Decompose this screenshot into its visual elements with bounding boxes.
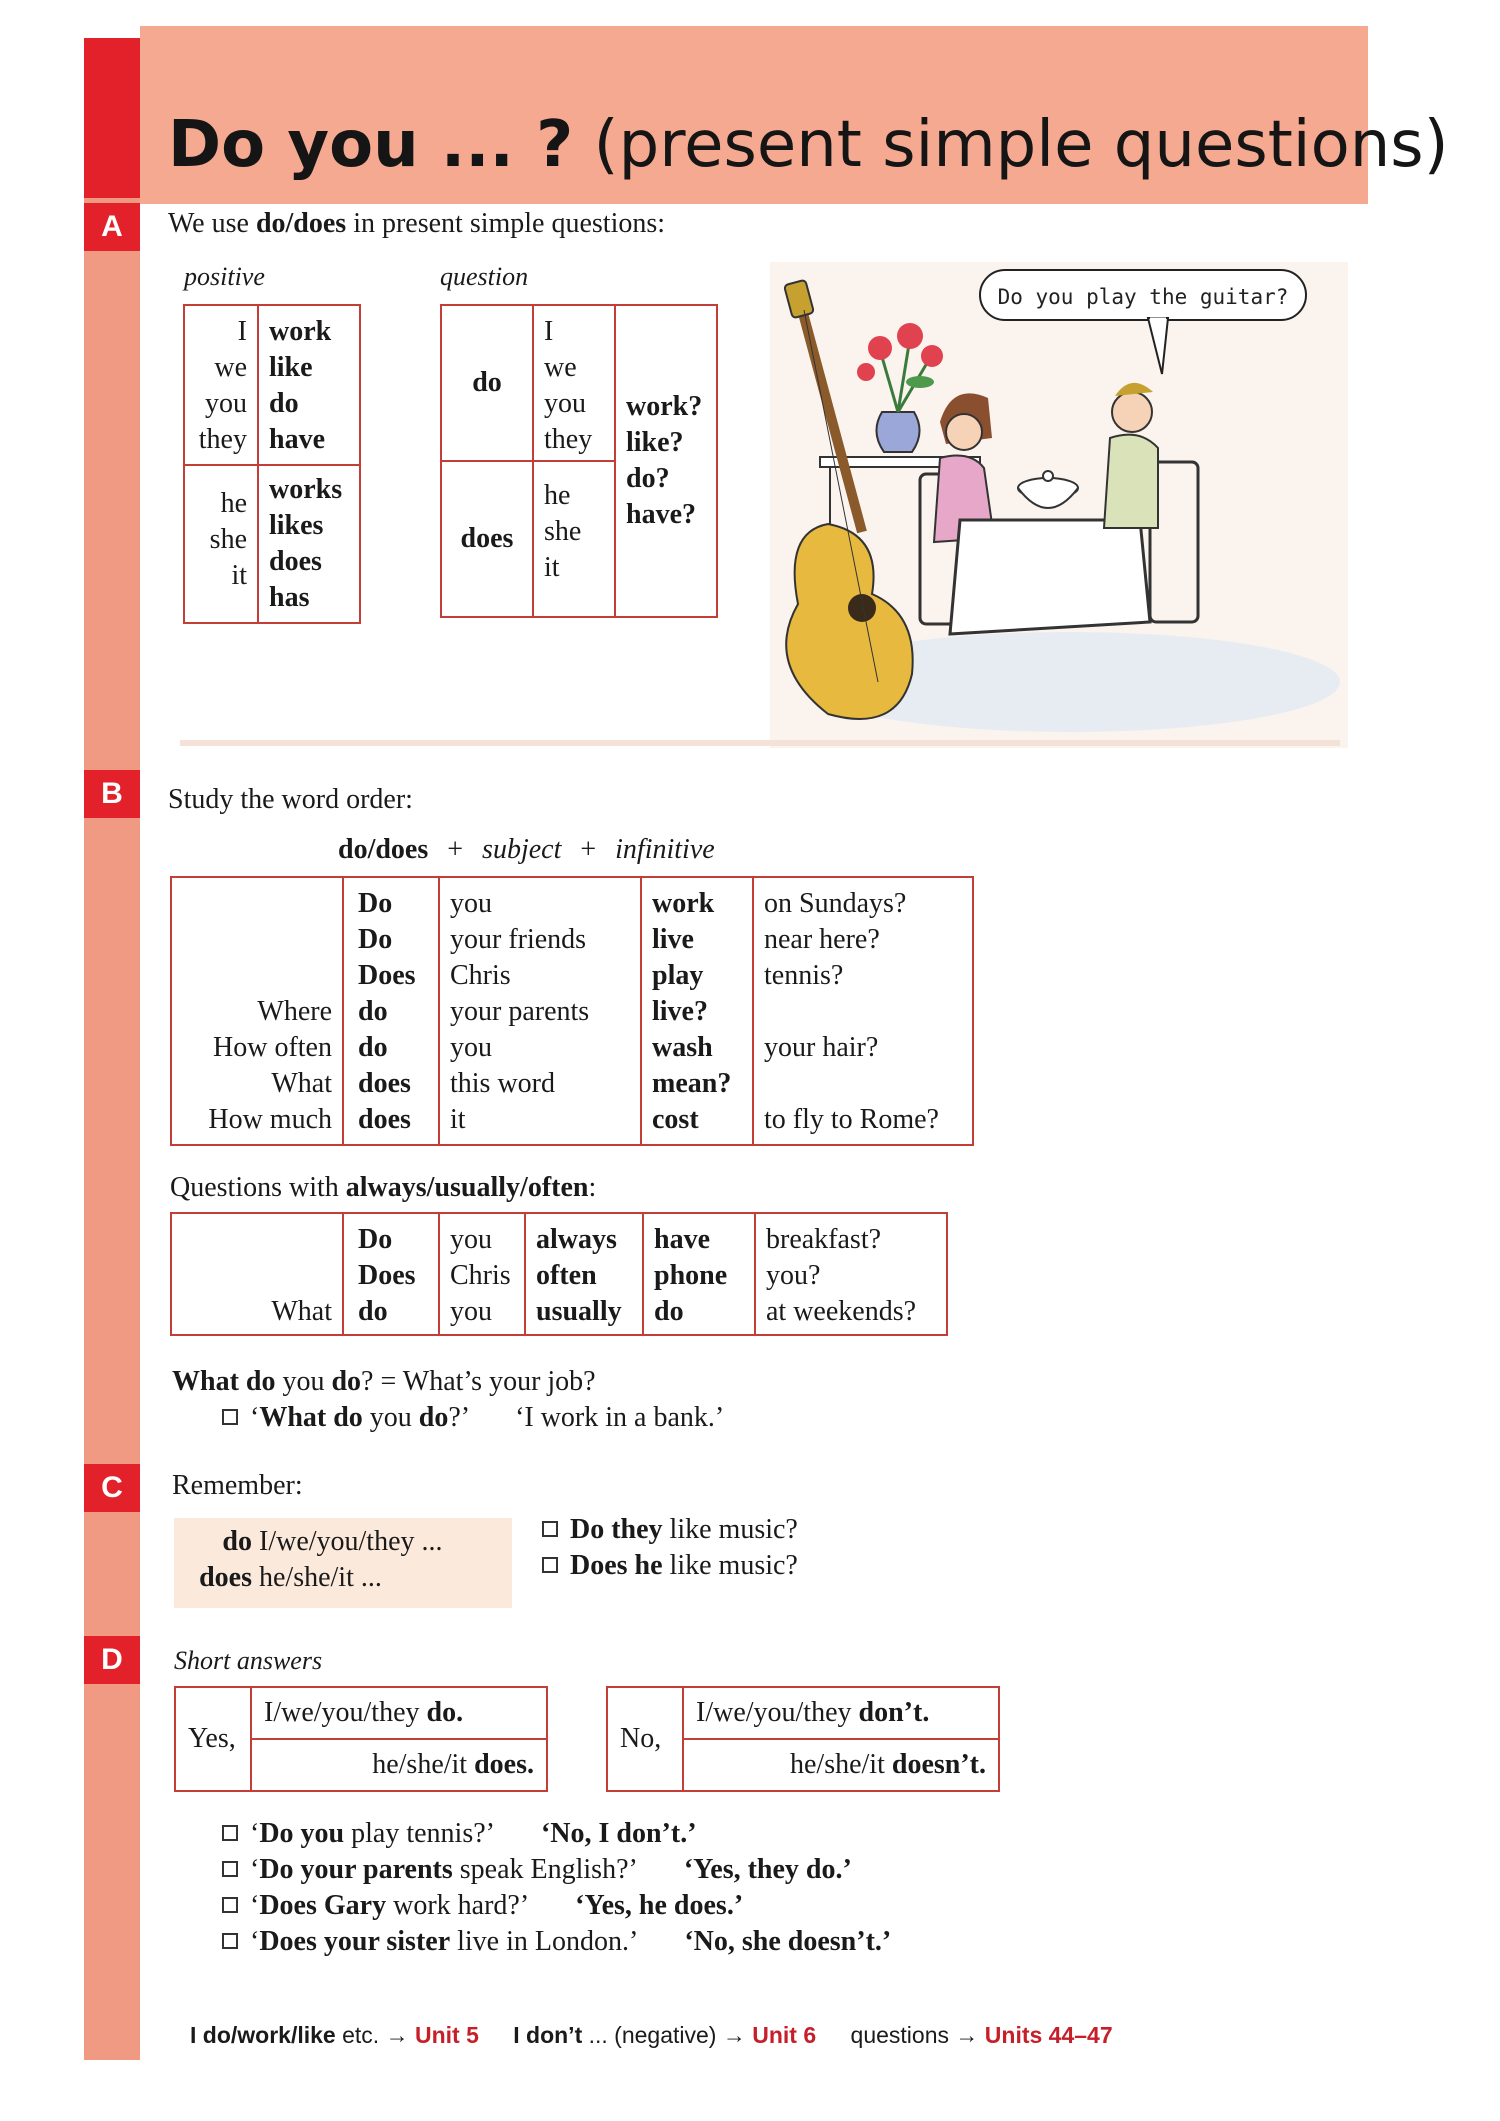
section-b-label: B: [84, 770, 140, 818]
unit-tab: [84, 38, 140, 198]
word-order-table: Where How often What How much Do Do Does do do does does you your friends Chris your parents you this word it work live play live? wash mean? cost on Sundays? near here? tennis? your hair? to fly to Rome?: [170, 876, 974, 1146]
section-c-label: C: [84, 1464, 140, 1512]
section-divider: [180, 740, 1340, 746]
short-answer-yes-table: Yes, I/we/you/they do. he/she/it does.: [174, 1686, 548, 1792]
job-example: ‘What do you do?’ ‘I work in a bank.’: [222, 1402, 724, 1434]
job-question-line: What do you do? = What’s your job?: [172, 1366, 596, 1397]
example-line: ‘Do your parents speak English?’ ‘Yes, they do.’: [222, 1852, 891, 1888]
unit-6-link[interactable]: Unit 6: [752, 2022, 817, 2048]
remember-label: Remember:: [172, 1470, 303, 1501]
positive-table: I we you they work like do have he she it works likes does has: [183, 304, 361, 624]
bullet-icon: [542, 1521, 558, 1537]
bullet-icon: [222, 1897, 238, 1913]
short-answer-no-table: No, I/we/you/they don’t. he/she/it doesn’t.: [606, 1686, 1000, 1792]
example-line: ‘Does your sister live in London.’ ‘No, she doesn’t.’: [222, 1924, 891, 1960]
section-a-intro: We use do/does in present simple questions:: [168, 208, 666, 239]
units-44-47-link[interactable]: Units 44–47: [984, 2022, 1113, 2048]
footer-ref: I don’t ... (negative) → Unit 6: [513, 2022, 817, 2048]
cafe-illustration: [770, 262, 1348, 748]
footer-ref: questions → Units 44–47: [850, 2022, 1113, 2048]
side-strip: [84, 38, 140, 2060]
bullet-icon: [222, 1825, 238, 1841]
bullet-icon: [222, 1933, 238, 1949]
section-a-label: A: [84, 203, 140, 251]
bullet-icon: [542, 1557, 558, 1573]
page-title: Do you ... ? (present simple questions): [168, 108, 1449, 182]
remember-box-content: do I/we/you/they ... does he/she/it ...: [199, 1526, 443, 1593]
positive-label: positive: [184, 262, 265, 291]
speech-bubble: [980, 270, 1306, 374]
svg-text:Do you play the guitar?: Do you play the guitar?: [997, 285, 1289, 309]
adverbs-intro: Questions with always/usually/often:: [170, 1172, 597, 1203]
adverbs-table: What Do Does do you Chris you always often usually have phone do breakfast? you? at weekends?: [170, 1212, 948, 1336]
example-line: ‘Does Gary work hard?’ ‘Yes, he does.’: [222, 1888, 891, 1924]
bullet-icon: [222, 1861, 238, 1877]
footer-cross-references: [190, 2022, 1113, 2049]
example-line: ‘Do you play tennis?’ ‘No, I don’t.’: [222, 1816, 891, 1852]
section-b-intro: Study the word order:: [168, 784, 413, 815]
unit-5-link[interactable]: Unit 5: [414, 2022, 479, 2048]
remember-example: Do they like music?: [542, 1512, 798, 1548]
word-order-formula: do/does + subject + infinitive: [338, 834, 715, 865]
bullet-icon: [222, 1409, 238, 1425]
question-table: do I we you they work? like? do? have? does he she it: [440, 304, 718, 618]
flower-vase-icon: [857, 323, 943, 452]
footer-ref: I do/work/like etc. → Unit 5: [190, 2022, 479, 2048]
remember-examples: [542, 1512, 798, 1584]
short-answers-label: Short answers: [174, 1646, 323, 1675]
guitar-icon: [784, 280, 913, 719]
short-answer-examples: [222, 1816, 891, 1960]
remember-example: Does he like music?: [542, 1548, 798, 1584]
section-d-label: D: [84, 1636, 140, 1684]
question-label: question: [440, 262, 529, 291]
